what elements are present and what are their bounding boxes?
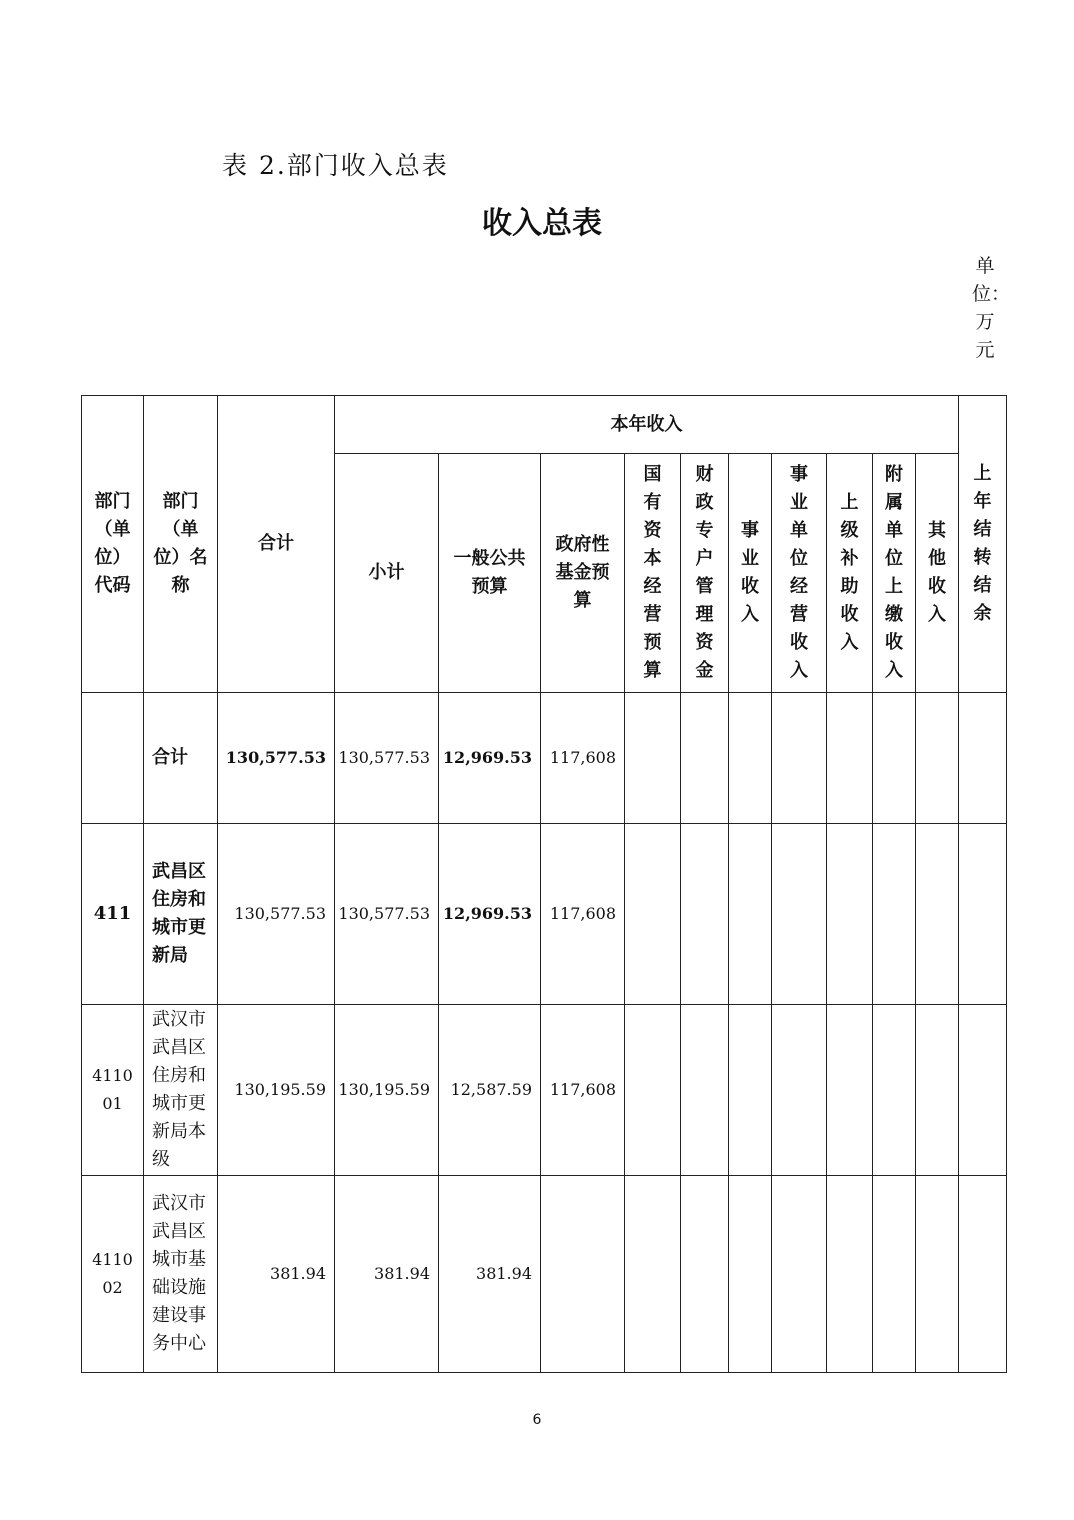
gov-fund-cell: 117,608 xyxy=(541,693,625,824)
page-number: 6 xyxy=(532,1412,542,1428)
code-cell xyxy=(82,693,144,824)
gov-fund-cell: 117,608 xyxy=(541,824,625,1005)
subtotal-cell: 130,195.59 xyxy=(335,1005,439,1176)
header-affiliated-payment: 附属单位上缴收入 xyxy=(873,454,916,693)
name-cell: 武汉市武昌区城市基础设施建设事务中心 xyxy=(144,1176,218,1373)
subtotal-cell: 130,577.53 xyxy=(335,693,439,824)
general-budget-cell: 12,587.59 xyxy=(439,1005,541,1176)
table-row xyxy=(82,1176,1007,1373)
header-carryover: 上年结转结余 xyxy=(959,396,1007,693)
header-row-1 xyxy=(82,396,1007,454)
header-other-income: 其他收入 xyxy=(916,454,959,693)
header-code: 部门（单位）代码 xyxy=(82,396,144,693)
header-business-income: 事业收入 xyxy=(729,454,772,693)
header-gov-fund: 政府性基金预算 xyxy=(541,454,625,693)
total-cell: 130,195.59 xyxy=(218,1005,335,1176)
header-unit-operating: 事业单位经营收入 xyxy=(772,454,827,693)
name-cell: 合计 xyxy=(144,693,218,824)
table-row xyxy=(82,693,1007,824)
general-budget-cell: 381.94 xyxy=(439,1176,541,1373)
code-cell: 411 xyxy=(82,824,144,1005)
total-cell: 130,577.53 xyxy=(218,824,335,1005)
unit-label: 单位：万元 xyxy=(972,255,1011,361)
gov-fund-cell: 117,608 xyxy=(541,1005,625,1176)
header-general-budget: 一般公共预算 xyxy=(439,454,541,693)
header-superior-subsidy: 上级补助收入 xyxy=(827,454,873,693)
code-cell: 411002 xyxy=(82,1176,144,1373)
header-state-capital: 国有资本经营预算 xyxy=(625,454,681,693)
table-row xyxy=(82,824,1007,1005)
header-fiscal-special: 财政专户管理资金 xyxy=(681,454,729,693)
general-budget-cell: 12,969.53 xyxy=(439,824,541,1005)
income-summary-table xyxy=(81,395,1007,1373)
gov-fund-cell xyxy=(541,1176,625,1373)
header-current-year: 本年收入 xyxy=(335,396,959,454)
header-name: 部门（单位）名称 xyxy=(144,396,218,693)
subtotal-cell: 381.94 xyxy=(335,1176,439,1373)
page-title: 收入总表 xyxy=(482,206,602,241)
general-budget-cell: 12,969.53 xyxy=(439,693,541,824)
total-cell: 130,577.53 xyxy=(218,693,335,824)
name-cell: 武昌区住房和城市更新局 xyxy=(144,824,218,1005)
code-cell: 411001 xyxy=(82,1005,144,1176)
header-subtotal: 小计 xyxy=(335,454,439,693)
table-row xyxy=(82,1005,1007,1176)
total-cell: 381.94 xyxy=(218,1176,335,1373)
subtotal-cell: 130,577.53 xyxy=(335,824,439,1005)
table-caption: 表 2.部门收入总表 xyxy=(222,151,449,180)
header-total: 合计 xyxy=(218,396,335,693)
name-cell: 武汉市武昌区住房和城市更新局本级 xyxy=(144,1005,218,1176)
